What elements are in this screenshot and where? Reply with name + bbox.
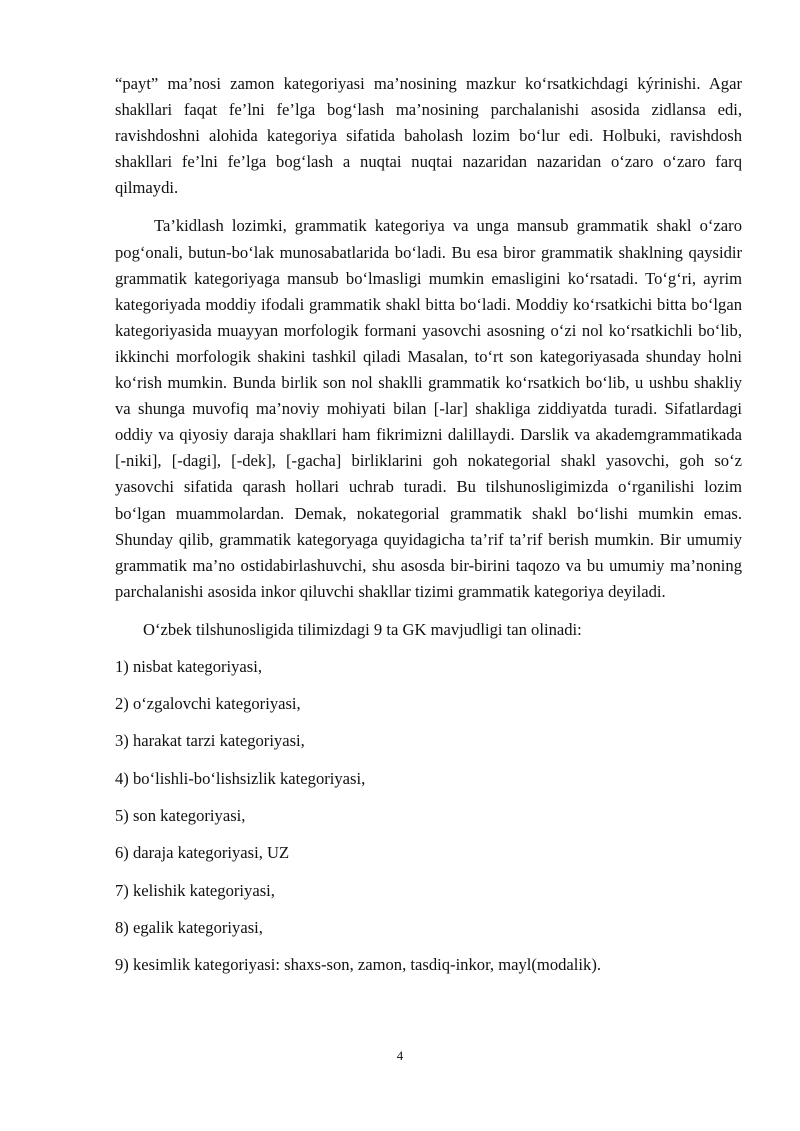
- list-item: 8) egalik kategoriyasi,: [115, 917, 263, 937]
- list-item: 4) bo‘lishli-bo‘lishsizlik kategoriyasi,: [115, 768, 366, 788]
- paragraph-3: O‘zbek tilshunosligida tilimizdagi 9 ta GK mavjudligi tan olinadi:: [143, 619, 582, 639]
- list-item: 3) harakat tarzi kategoriyasi,: [115, 731, 305, 751]
- list-item: 2) o‘zgalovchi kategoriyasi,: [115, 694, 301, 714]
- list-item: 5) son kategoriyasi,: [115, 806, 246, 826]
- page-number: 4: [396, 1048, 404, 1063]
- paragraph-2: Ta’kidlash lozimki, grammatik kategoriya va unga mansub grammatik shakl o‘zaro pog‘onali, butun-bo‘lak munosabatlarida bo‘ladi. Bu esa biror grammatik shaklning qaysidir grammatik kategoriyaga mansub bo‘lmasligi mumkin emasligini ko‘rsatadi. To‘g‘ri, ayrim kategoriyada moddiy ifodali grammatik shakl bitta bo‘ladi. Moddiy ko‘rsatkichi bitta bo‘lgan kategoriyasida muayyan morfologik formani yasovchi asosning o‘zi nol ko‘rsatkichli bo‘lib, ikkinchi morfologik shakini tashkil qiladi Masalan, to‘rt son kategoriyasada shunday holni ko‘rish mumkin. Bunda birlik son nol shaklli grammatik ko‘rsatkich bo‘lib, u ushbu shakliy va shunga muvofiq ma’noviy mohiyati bilan [-lar] shakliga ziddiyatda turadi. Sifatlardagi oddiy va qiyosiy daraja shakllari ham fikrimizni dalillaydi. Darslik va akademgrammatikada [-niki], [-dagi], [-dek], [-gacha] birliklarini goh nokategorial shakl yasovchi, goh so‘z yasovchi sifatida qarash hollari uchrab turadi. Bu tilshunosligimizda o‘rganilishi lozim bo‘lgan muammolardan. Demak, nokategorial grammatik shakl bo‘lishi mumkin emas. Shunday qilib, grammatik kategoryaga quyidagicha ta’rif ta’rif berish mumkin. Bir umumiy grammatik ma’no ostidabirlashuvchi, shu asosda bir-birini taqozo va bu umumiy ma’noning parchalanishi asosida inkor qiluvchi shakllar tizimi grammatik kategoriya deyiladi.: [115, 216, 742, 601]
- list-item: 1) nisbat kategoriyasi,: [115, 656, 263, 676]
- paragraph-1: “payt” ma’nosi zamon kategoriyasi ma’nosining mazkur ko‘rsatkichdagi kýrinishi. Agar shakllari faqat fe’lni fe’lga bog‘lash ma’nosining parchalanishi asosida zidlansa edi, ravishdoshni alohida kategoriya sifatida baholash lozim bo‘lur edi. Holbuki, ravishdosh shakllari fe’lni fe’lga bog‘lash a nuqtai nuqtai nazaridan nazaridan o‘zaro o‘zaro farq qilmaydi.: [115, 74, 742, 198]
- list-item: 7) kelishik kategoriyasi,: [115, 880, 275, 900]
- document-page: [115, 71, 742, 978]
- list-item: 9) kesimlik kategoriyasi: shaxs-son, zamon, tasdiq-inkor, mayl(modalik).: [115, 955, 601, 975]
- category-list: [115, 654, 742, 978]
- list-item: 6) daraja kategoriyasi, UZ: [115, 843, 290, 863]
